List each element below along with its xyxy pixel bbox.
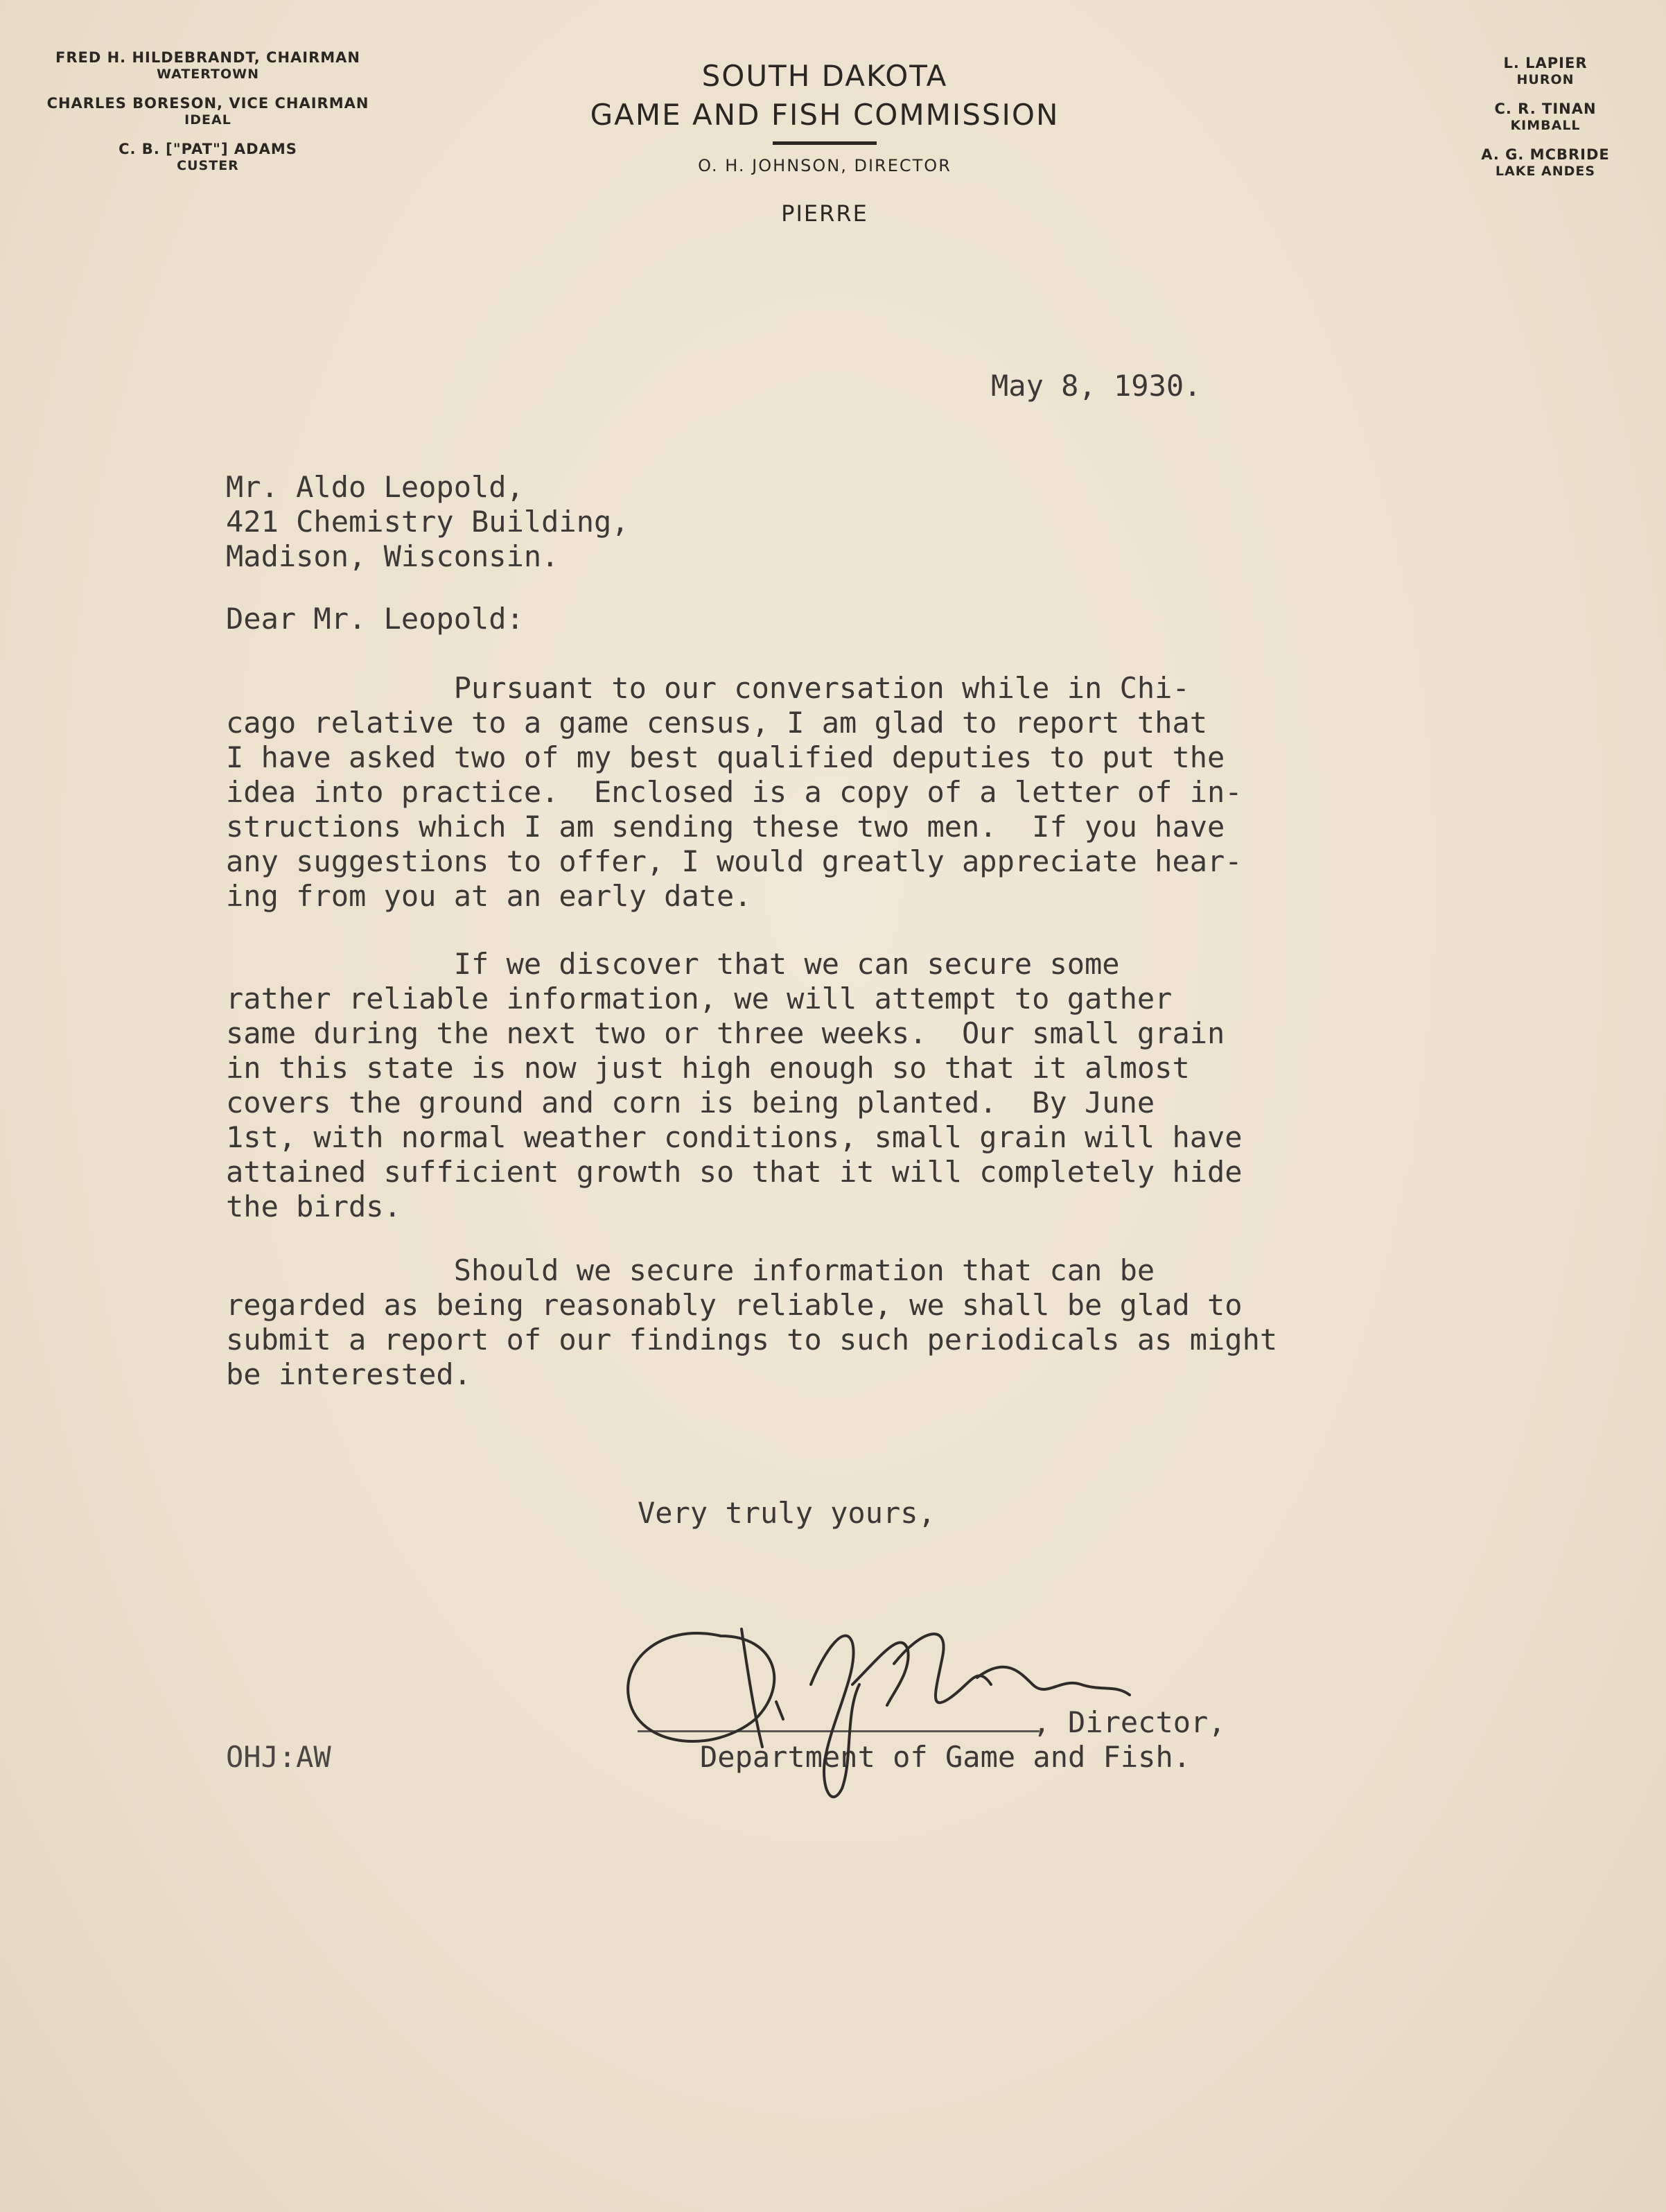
commissioner-name: C. B. ["PAT"] ADAMS bbox=[119, 141, 297, 157]
letterhead-left-commissioners bbox=[28, 49, 388, 186]
commissioner-entry bbox=[28, 94, 388, 128]
text-line: idea into practice. Enclosed is a copy of a letter of in- bbox=[226, 775, 1243, 809]
title-line: Department of Game and Fish. bbox=[700, 1740, 1191, 1774]
letterhead-commission: GAME AND FISH COMMISSION bbox=[590, 98, 1060, 132]
commissioner-name: FRED H. HILDEBRANDT, CHAIRMAN bbox=[55, 49, 361, 66]
text-line: any suggestions to offer, I would greatly appreciate hear- bbox=[226, 844, 1243, 878]
text-line: submit a report of our findings to such periodicals as might bbox=[226, 1323, 1278, 1357]
commissioner-town: WATERTOWN bbox=[156, 67, 260, 82]
letterhead-director: O. H. JOHNSON, DIRECTOR bbox=[698, 156, 952, 175]
paragraph-2 bbox=[226, 947, 1243, 1224]
commissioner-entry bbox=[28, 140, 388, 173]
typist-initials: OHJ:AW bbox=[226, 1740, 331, 1774]
recipient-address bbox=[226, 470, 629, 574]
letterhead-center bbox=[541, 57, 1109, 227]
commissioner-name: A. G. MCBRIDE bbox=[1481, 146, 1610, 163]
text-line: same during the next two or three weeks. Our small grain bbox=[226, 1016, 1225, 1050]
text-line: rather reliable information, we will attempt to gather bbox=[226, 982, 1173, 1016]
paragraph-1 bbox=[226, 671, 1243, 914]
letterhead-city: PIERRE bbox=[781, 200, 868, 227]
address-line: 421 Chemistry Building, bbox=[226, 505, 629, 539]
commissioner-name: L. LAPIER bbox=[1503, 55, 1588, 71]
letterhead-state: SOUTH DAKOTA bbox=[701, 59, 948, 93]
paragraph-3 bbox=[226, 1253, 1277, 1392]
text-line: If we discover that we can secure some bbox=[226, 947, 1120, 981]
text-line: regarded as being reasonably reliable, we shall be glad to bbox=[226, 1288, 1243, 1322]
closing: Very truly yours, bbox=[638, 1496, 936, 1530]
commissioner-name: CHARLES BORESON, VICE CHAIRMAN bbox=[46, 95, 369, 112]
text-line: Should we secure information that can be bbox=[226, 1253, 1155, 1287]
text-line: attained sufficient growth so that it will completely hide bbox=[226, 1155, 1243, 1189]
address-line: Mr. Aldo Leopold, bbox=[226, 470, 524, 504]
commissioner-town: CUSTER bbox=[177, 158, 239, 173]
handwritten-signature bbox=[603, 1580, 1227, 1830]
salutation: Dear Mr. Leopold: bbox=[226, 602, 524, 636]
text-line: cago relative to a game census, I am glad to report that bbox=[226, 706, 1208, 740]
letterhead-right-commissioners bbox=[1441, 54, 1649, 191]
commissioner-entry bbox=[1441, 54, 1649, 87]
text-line: be interested. bbox=[226, 1357, 472, 1391]
commissioner-town: KIMBALL bbox=[1510, 118, 1581, 133]
commissioner-entry bbox=[1441, 100, 1649, 133]
text-line: in this state is now just high enough so that it almost bbox=[226, 1051, 1190, 1085]
text-line: Pursuant to our conversation while in Chi- bbox=[226, 671, 1190, 705]
address-line: Madison, Wisconsin. bbox=[226, 539, 559, 573]
letterhead-rule bbox=[773, 141, 877, 145]
title-line: , Director, bbox=[700, 1705, 1226, 1739]
text-line: structions which I am sending these two men. If you have bbox=[226, 810, 1225, 844]
commissioner-town: HURON bbox=[1516, 72, 1575, 87]
commissioner-town: IDEAL bbox=[184, 112, 231, 128]
text-line: ing from you at an early date. bbox=[226, 879, 752, 913]
commissioner-entry bbox=[1441, 146, 1649, 179]
text-line: covers the ground and corn is being planted. By June bbox=[226, 1086, 1155, 1120]
commissioner-name: C. R. TINAN bbox=[1494, 101, 1597, 117]
commissioner-entry bbox=[28, 49, 388, 82]
letter-date: May 8, 1930. bbox=[991, 369, 1202, 403]
text-line: 1st, with normal weather conditions, small grain will have bbox=[226, 1120, 1243, 1154]
text-line: the birds. bbox=[226, 1190, 401, 1223]
commissioner-town: LAKE ANDES bbox=[1495, 164, 1596, 179]
text-line: I have asked two of my best qualified deputies to put the bbox=[226, 740, 1225, 774]
